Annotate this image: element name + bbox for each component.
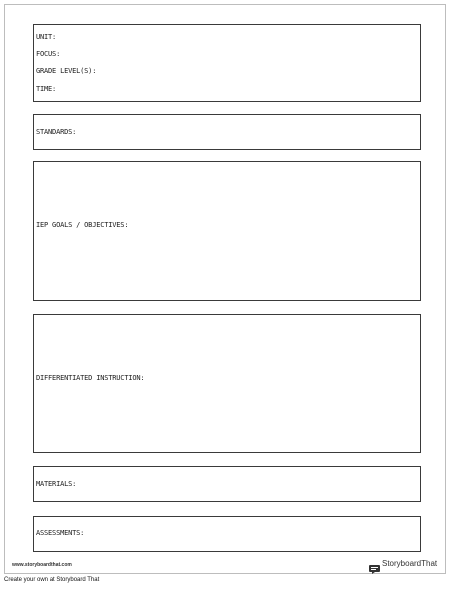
unit-label: UNIT: — [36, 33, 57, 41]
brand-logo[interactable] — [369, 557, 437, 569]
assessments-label: ASSESSMENTS: — [36, 529, 85, 537]
standards-box — [33, 114, 421, 150]
time-label: TIME: — [36, 85, 57, 93]
brand-name: StoryboardThat — [382, 558, 438, 568]
differentiated-instruction-label: DIFFERENTIATED INSTRUCTION: — [36, 374, 145, 382]
assessments-box — [33, 516, 421, 552]
grade-level-label: GRADE LEVEL(S): — [36, 67, 97, 75]
iep-goals-box — [33, 161, 421, 301]
materials-box — [33, 466, 421, 502]
focus-label: FOCUS: — [36, 50, 61, 58]
unit-info-box — [33, 24, 421, 102]
footer-url[interactable]: www.storyboardthat.com — [12, 562, 72, 568]
standards-label: STANDARDS: — [36, 128, 77, 136]
storyboard-logo-icon — [369, 559, 380, 568]
create-your-own-link[interactable]: Create your own at Storyboard That — [4, 577, 100, 583]
iep-goals-label: IEP GOALS / OBJECTIVES: — [36, 221, 129, 229]
worksheet-page — [4, 4, 446, 574]
materials-label: MATERIALS: — [36, 480, 77, 488]
differentiated-instruction-box — [33, 314, 421, 453]
